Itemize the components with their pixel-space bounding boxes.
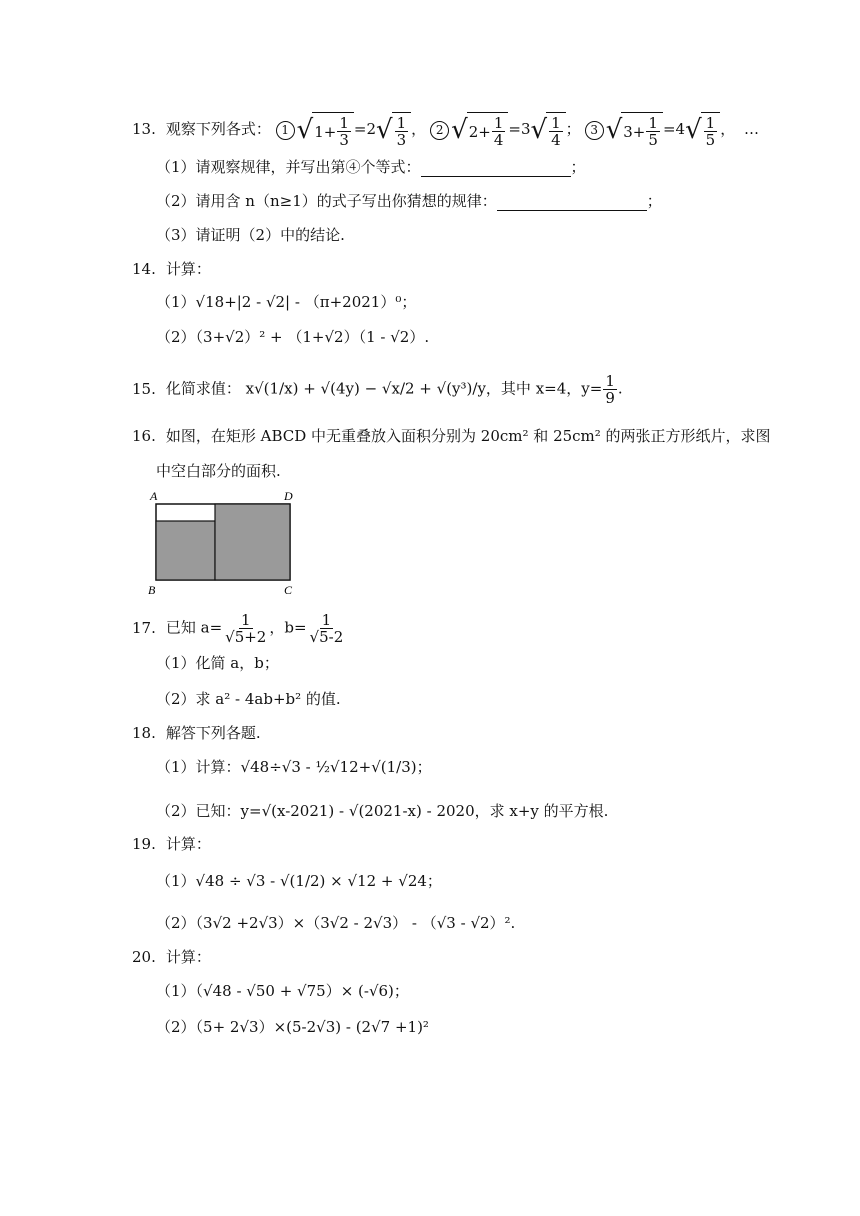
expression: x√(1/x) + √(4y) − √x/2 + √(y³)/y <box>245 379 486 398</box>
q13-part-1 <box>156 156 586 178</box>
radical: √ 1+ $\frac{1}{3}$ <box>297 112 354 148</box>
q19-part-2: （2）（3√2 +2√3）×（3√2 - 2√3） - （√3 - √2）². <box>156 914 516 932</box>
formula-item: 2 √ 2+ $\frac{1}{4}$ =3 √ $\frac{1}{4}$ ； <box>430 120 581 138</box>
question-19 <box>132 833 211 855</box>
condition: ，其中 x=4，y= <box>485 379 603 398</box>
question-15 <box>132 373 623 406</box>
radical: √ $\frac{1}{3}$ <box>376 112 411 148</box>
question-number: 16. <box>132 427 156 445</box>
question-line-1: 如图，在矩形 ABCD 中无重叠放入面积分别为 20cm² 和 25cm² 的两张正方形纸片，求图 <box>165 427 771 445</box>
formula-item: 3 √ 3+ $\frac{1}{5}$ =4 √ $\frac{1}{5}$ ， <box>585 120 736 138</box>
q18-part-1: （1）计算：√48÷√3 - ½√12+√(1/3)； <box>156 758 432 776</box>
square-small <box>156 521 215 580</box>
question-number: 18. <box>132 724 156 742</box>
ellipsis: … <box>743 120 759 138</box>
label-d: D <box>284 489 293 503</box>
part-text: （1）请观察规律，并写出第④个等式： <box>156 158 421 176</box>
circled-number: 1 <box>276 121 295 140</box>
question-stem: 计算： <box>165 948 211 966</box>
question-number: 17. <box>132 618 156 637</box>
q17-part-2: （2）求 a² - 4ab+b² 的值. <box>156 690 341 708</box>
square-large <box>215 504 290 580</box>
radical: √ $\frac{1}{4}$ <box>531 112 566 148</box>
radical: √ $\frac{1}{5}$ <box>685 112 720 148</box>
period: . <box>617 379 623 398</box>
circled-number: 2 <box>430 121 449 140</box>
answer-blank[interactable] <box>421 160 571 177</box>
question-stem: 计算： <box>165 835 211 853</box>
q13-part-3: （3）请证明（2）中的结论. <box>156 226 345 244</box>
y-fraction: $\frac{1}{9}$ <box>605 372 615 407</box>
question-13 <box>132 112 759 148</box>
question-number: 14. <box>132 260 156 278</box>
radical: √ 2+ $\frac{1}{4}$ <box>451 112 508 148</box>
question-16-line-2: 中空白部分的面积. <box>156 462 281 480</box>
question-14 <box>132 258 211 280</box>
question-stem: 观察下列各式： <box>165 120 271 138</box>
answer-blank[interactable] <box>497 194 647 211</box>
formula-sequence <box>276 114 740 149</box>
q14-part-2: （2）（3+√2）² + （1+√2）（1 - √2）. <box>156 328 430 346</box>
q17-part-1: （1）化简 a，b； <box>156 654 279 672</box>
question-17 <box>132 612 346 645</box>
q13-part-2 <box>156 190 662 212</box>
q19-part-1: （1）√48 ÷ √3 - √(1/2) × √12 + √24； <box>156 872 442 890</box>
b-fraction: $\frac{1}{√5-2}$ <box>309 611 344 646</box>
question-number: 13. <box>132 120 156 138</box>
question-number: 19. <box>132 835 156 853</box>
a-fraction: $\frac{1}{√5+2}$ <box>225 611 267 646</box>
rectangle-abcd-figure <box>148 488 308 598</box>
question-18 <box>132 722 261 744</box>
q14-part-1: （1）√18+|2 - √2| - （π+2021）⁰； <box>156 293 417 311</box>
label-b: B <box>148 583 156 597</box>
part-end: ； <box>570 158 586 176</box>
stem-b: ，b= <box>269 618 307 637</box>
question-16 <box>132 425 771 447</box>
circled-number: 3 <box>585 121 604 140</box>
question-number: 15. <box>132 379 156 398</box>
question-20 <box>132 946 211 968</box>
question-stem: 化简求值： <box>165 379 241 398</box>
question-stem: 解答下列各题. <box>165 724 261 742</box>
label-c: C <box>284 583 293 597</box>
formula-item: 1 √ 1+ $\frac{1}{3}$ =2 √ $\frac{1}{3}$ ， <box>276 120 427 138</box>
q20-part-2: （2）（5+ 2√3）×(5-2√3) - (2√7 +1)² <box>156 1018 429 1036</box>
q20-part-1: （1）（√48 - √50 + √75）× (-√6)； <box>156 982 409 1000</box>
question-number: 20. <box>132 948 156 966</box>
part-text: （2）请用含 n（n≥1）的式子写出你猜想的规律： <box>156 192 497 210</box>
label-a: A <box>150 489 158 503</box>
question-stem: 计算： <box>165 260 211 278</box>
stem-a: 已知 a= <box>165 618 223 637</box>
part-end: ； <box>646 192 662 210</box>
radical: √ 3+ $\frac{1}{5}$ <box>606 112 663 148</box>
q18-part-2: （2）已知：y=√(x-2021) - √(2021-x) - 2020，求 x+y 的平方根. <box>156 802 609 820</box>
